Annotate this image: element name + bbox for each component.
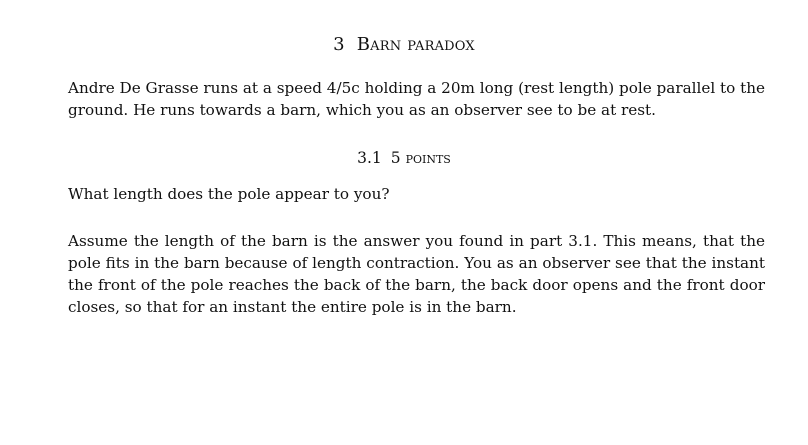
subsection-title: 5 points	[390, 149, 451, 167]
section-number: 3	[333, 34, 345, 55]
body-paragraph: Assume the length of the barn is the answer you found in part 3.1. This means, that the pole fits in the barn because of length contraction. You as an observer see that the instant the front of the pole reaches the back of the barn, the back door opens and the front door closes, so that for an instant the entire pole is in the barn.	[68, 232, 765, 316]
intro-paragraph: Andre De Grasse runs at a speed 4/5c holding a 20m long (rest length) pole parallel to the ground. He runs towards a barn, which you as an observer see to be at rest.	[68, 79, 765, 119]
subsection-heading	[0, 149, 808, 167]
subsection-number: 3.1	[357, 149, 382, 167]
question-text: What length does the pole appear to you?	[68, 185, 390, 203]
section-heading	[0, 34, 808, 55]
section-title: Barn paradox	[356, 34, 475, 55]
